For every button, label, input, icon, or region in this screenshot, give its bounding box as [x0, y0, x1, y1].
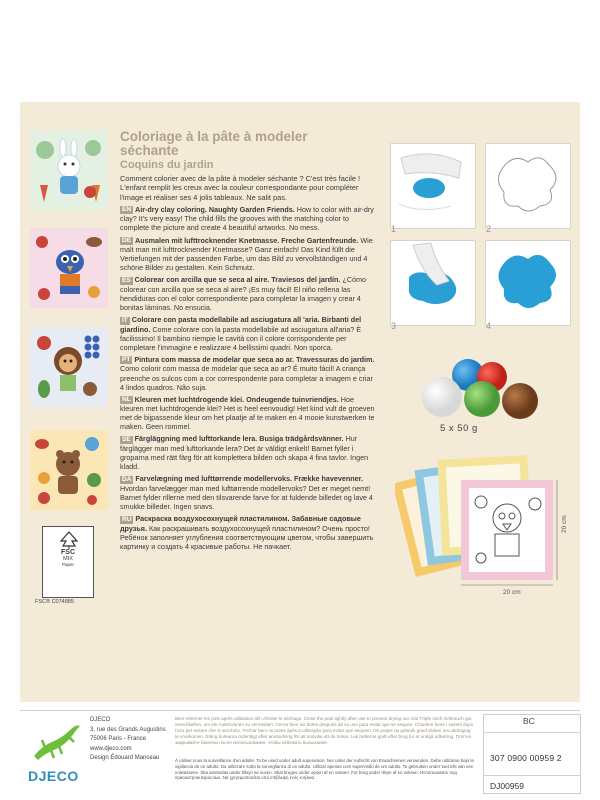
djeco-logo-text: DJECO: [28, 768, 79, 784]
language-title: Ausmalen mit lufttrocknender Knetmasse. Freche Gartenfreunde.: [135, 235, 359, 245]
language-block-nl: [120, 395, 375, 432]
language-title: Farvelægning med lufttørrende modellervoks. Frække havevenner.: [135, 474, 364, 484]
company-name: DJECO: [90, 717, 111, 723]
step-1-panel: [390, 143, 476, 229]
language-title: Kleuren met luchtdrogende klei. Ondeugende tuinvriendjes.: [134, 394, 339, 404]
thumbnail-rabbit: [30, 130, 108, 210]
barcode-divider-1: [483, 732, 581, 733]
language-text: Wie malt man mit lufttrocknender Knetmasse? Ganz einfach! Das Kind füllt die Vertiefungen mit der passenden Farbe, um das Bild zu vervollständigen und 4 schöne Bilder zu gestalten. Kein Schmutz.: [120, 235, 373, 273]
barcode-divider-2: [483, 775, 581, 776]
step-1-number: 1: [391, 224, 397, 234]
step-4-panel: [485, 240, 571, 326]
intro-text: Comment colorier avec de la pâte à modeler séchante ? C'est très facile ! L'enfant remplit les creux avec la couleur correspondante pour compléter l'image et réaliser ses 4 jolis tableaux. Ne salit pas.: [120, 174, 361, 202]
language-text: Hur färglägger man med lufttorkande lera? Det är väldigt enkelt! Barnet fyller i groparna med rätt färg för att komplettera bilden och skapa 4 fina tavlor. Ingen kladd.: [120, 434, 369, 472]
language-title: Färgläggning med lufttorkande lera. Busiga trädgårdsvänner.: [134, 434, 344, 444]
description-column: [120, 130, 375, 554]
page-title-line2: séchante: [120, 143, 179, 158]
language-code-badge: NL: [122, 396, 131, 404]
page-title: Coloriage à la pâte à modeler: [120, 129, 308, 144]
fsc-tree-icon: [57, 531, 81, 549]
fsc-mix: MIX: [63, 556, 73, 562]
language-block-pt: [120, 355, 375, 392]
language-text: Come colorare con la pasta modellabile ad asciugatura all'aria? È facilissimo! Il bambino riempie le cavità con il colore corrispondente per completare l'immagine e realizzare 4 bellissimi quadri. Non sporca.: [120, 324, 362, 352]
step-2-panel: [485, 143, 571, 229]
language-code-badge: ES: [122, 276, 131, 284]
fsc-label-box: [42, 526, 94, 598]
language-text: How to color with air-dry clay? It's very easy! The child fills the grooves with the matching color to complete the picture and create 4 beautiful artworks. No mess.: [120, 204, 374, 233]
clay-balls-image: [410, 355, 550, 425]
page-subtitle: Coquins du jardin: [120, 159, 214, 171]
width-dimension: 20 cm: [503, 589, 521, 596]
language-text: ¿Cómo colorear con arcilla que se seca al aire? ¡Es muy fácil! El niño rellena las hendiduras con el color correspondiente para completar la imagen y crear 4 bonitas láminas. No ensucia.: [120, 275, 366, 313]
company-city: 75006 Paris - France: [90, 736, 147, 742]
step-3-number: 3: [391, 321, 397, 331]
storage-warning: Bien refermer les pots après utilisation afin d'éviter le séchage. Close the pots tightly after use to prevent drying out. Die Töpfe nach Gebrauch gut verschließen, um ein Austrocknen zu vermeiden. Cerrar bien los botes después de su uso para evitar que se sequen. Chiudere bene i vasetti dopo l'uso per evitare che si secchino. Fechar bem os potes após a utilização para evitar que sequem. De potjes na gebruik goed sluiten om uitdroging te voorkomen. Stäng burkarna ordentligt efter användning för att undvika att de torkar. Luk bøtterne godt efter brug for at undgå udtørring. Плотно закрывайте баночки после использования, чтобы избежать высыхания.: [175, 716, 474, 745]
thumbnail-bear: [30, 430, 108, 510]
language-text: Как раскрашивать воздухосохнущей пластилином? Очень просто! Ребёнок заполняет углубления соответствующим цветом, чтобы завершить картинку и создать 4 красивые работы. Не пачкает.: [120, 523, 374, 551]
product-reference: DJ00959: [490, 781, 525, 791]
company-street: 3, rue des Grands Augustins: [90, 726, 166, 733]
company-design: Design Édouard Manceau: [90, 755, 160, 761]
language-title: Pintura com massa de modelar que seca ao ar. Travessuras do jardim.: [134, 354, 375, 364]
company-web: www.djeco.com: [90, 745, 132, 752]
height-dimension: 20 cm: [561, 515, 568, 533]
language-text: Como colorir com massa de modelar que seca ao ar? É muito fácil! A criança preenche os sulcos com a cor correspondente para completar a imagem e criar 4 lindos quadros. Não suja.: [120, 364, 373, 392]
activity-cards-image: [395, 448, 565, 588]
language-code-badge: DA: [122, 475, 132, 483]
supervision-warning: À utiliser sous la surveillance d'un adulte. To be used under adult supervision. Nur unter der Aufsicht von Erwachsenen verwenden. Debe utilizarse bajo la vigilancia de un adulto. Da utilizzare sotto la sorveglianza di un adulto. Utilizar apenas com supervisão de um adulto. Te gebruiken onder toezicht van een volwassene. Ska användas under tillsyn av vuxen. Skal bruges under opsyn af en voksen. For brug under tilsyn af en voksen. Использовать под присмотром взрослых. Να χρησιμοποιείται υπό επίβλεψη ενός ενήλικα.: [175, 758, 474, 781]
language-code-badge: IT: [122, 316, 128, 324]
language-title: Colorare con pasta modellabile ad asciugatura all 'aria. Birbanti del giardino.: [120, 315, 362, 334]
language-title: Раскраска воздухосохнущей пластилином. Забавные садовые друзья.: [120, 514, 361, 533]
language-text: Hoe kleuren met luchtdrogende klei? Het is heel eenvoudig! Het kind vult de groeven met de bijpassende kleur om het plaatje af te maken en 4 mooie kunstwerken te maken. Geen rommel.: [120, 394, 375, 432]
thumbnail-bird: [30, 228, 108, 308]
language-code-badge: PT: [122, 356, 131, 364]
language-block-es: [120, 275, 375, 312]
language-title: Air-dry clay coloring. Naughty Garden Friends.: [135, 204, 295, 214]
barcode-number: 307 0900 00959 2: [490, 753, 562, 763]
language-block-se: [120, 434, 375, 471]
company-address: [90, 716, 166, 764]
barcode-label: BC: [523, 716, 535, 726]
language-block-ru: [120, 514, 375, 551]
fsc-paper: Paper: [61, 562, 74, 567]
language-block-da: [120, 474, 375, 511]
thumbnail-hedgehog: [30, 327, 108, 407]
language-title: Colorear con arcilla que se seca al aire. Traviesos del jardín.: [134, 275, 341, 285]
step-4-number: 4: [486, 321, 492, 331]
language-code-badge: SE: [122, 435, 131, 443]
fsc-label: FSC: [61, 549, 75, 556]
fsc-code: FSC® C074885: [35, 599, 74, 605]
language-block-de: [120, 236, 375, 273]
language-code-badge: RU: [122, 515, 132, 523]
quantity-label: 5 x 50 g: [440, 423, 478, 434]
language-code-badge: EN: [122, 206, 132, 214]
language-text: Hvordan farvelægger man med lufttørrende modellervoks? Det er meget nemt! Barnet fylder rillerne med den tilsvarende farve for at fuldende billedet og lave 4 smukke billeder. Ingen snavs.: [120, 483, 373, 511]
djeco-lizard-logo: [28, 716, 84, 766]
language-code-badge: DE: [122, 237, 132, 245]
footer-divider: [20, 710, 580, 711]
step-2-number: 2: [486, 224, 492, 234]
language-block-it: [120, 315, 375, 352]
language-block-en: [120, 205, 375, 233]
step-3-panel: [390, 240, 476, 326]
